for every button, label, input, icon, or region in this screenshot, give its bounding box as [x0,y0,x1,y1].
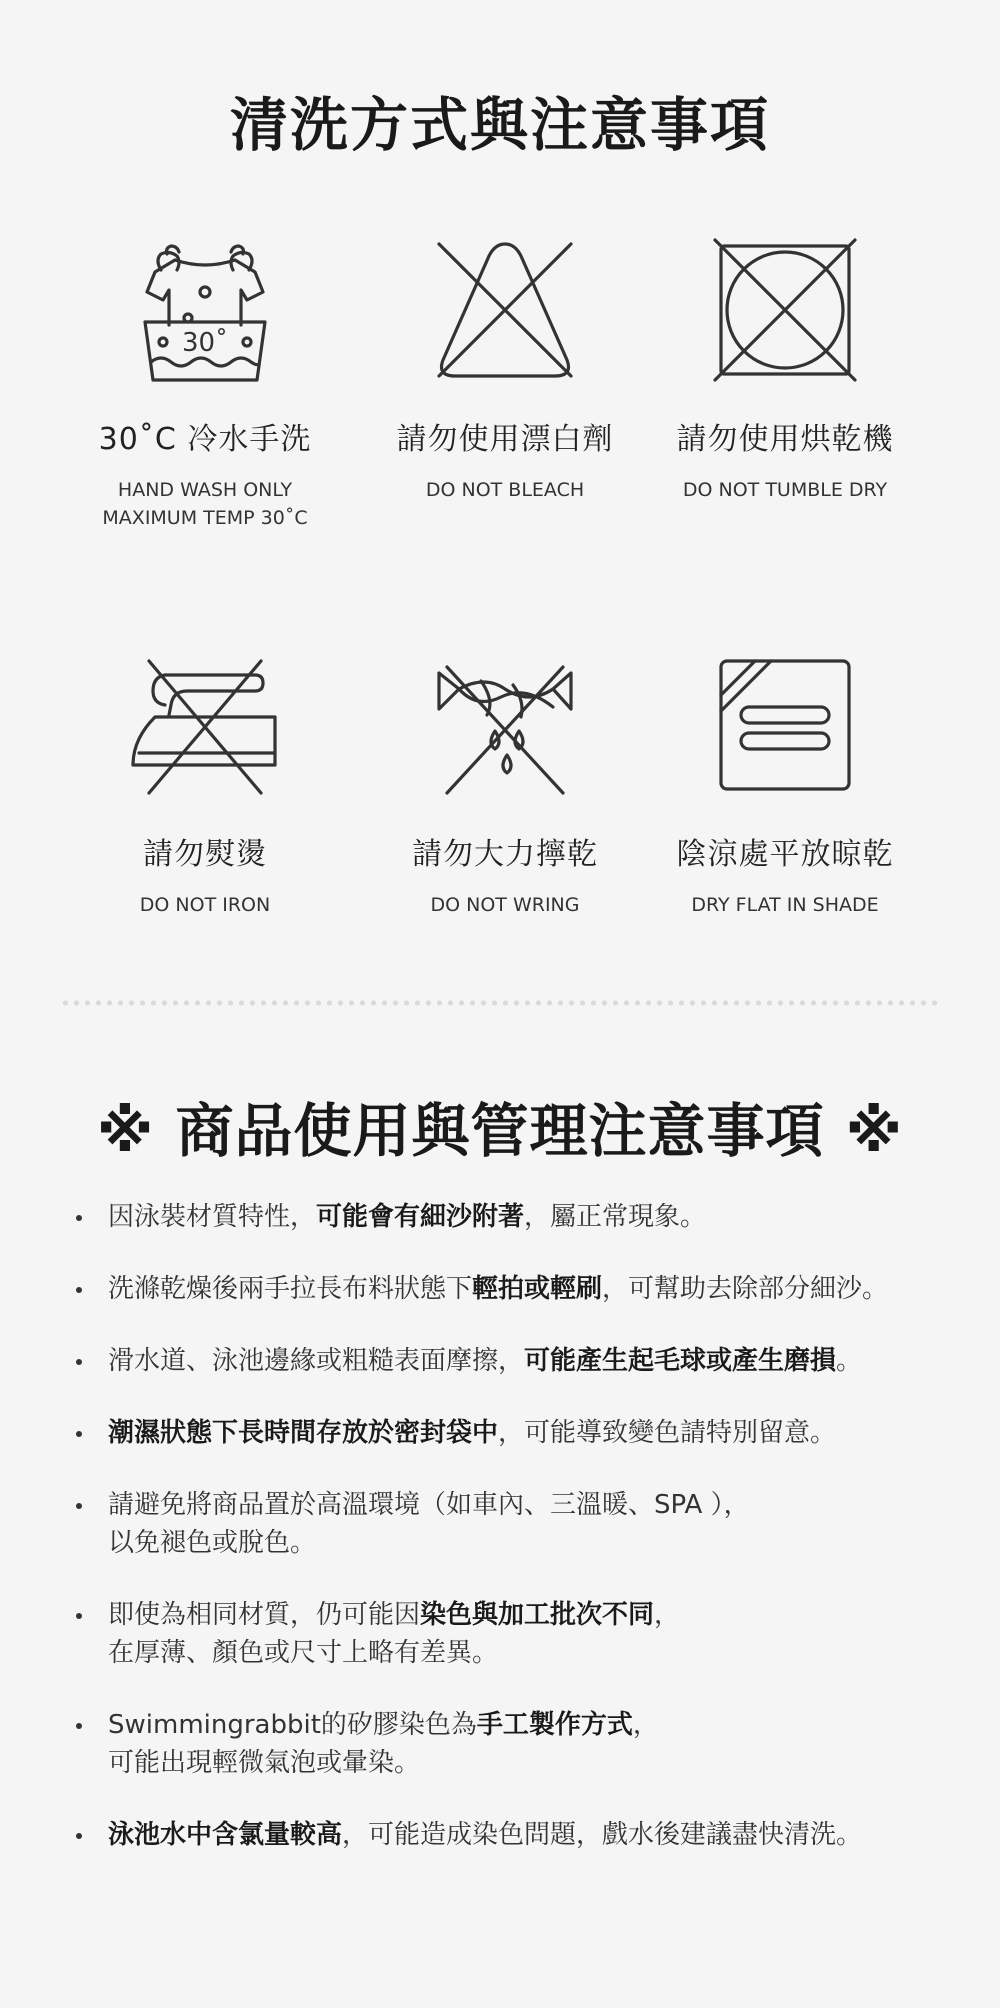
note-text: Swimmingrabbit的矽膠染色為 [108,1710,477,1740]
note-item [70,1414,970,1452]
dotted-divider [60,1000,940,1006]
care-item-no-wring [355,645,655,919]
no-wring-icon [425,645,585,805]
care-label-zh: 請勿使用烘乾機 [676,422,894,457]
care-item-no-tumble-dry [635,230,935,504]
note-emphasis: 輕拍或輕刷 [472,1274,603,1304]
note-text: 滑水道、泳池邊緣或粗糙表面摩擦， [108,1346,525,1376]
note-text: ，可能導致變色請特別留意。 [498,1418,837,1448]
note-item [70,1706,970,1782]
care-label-en: DO NOT IRON [139,894,271,916]
care-title: 清洗方式與注意事項 [229,91,770,159]
note-item [70,1342,970,1380]
note-text: 即使為相同材質，仍可能因 [108,1600,421,1630]
note-emphasis: 手工製作方式 [476,1710,633,1740]
care-label-en: HAND WASH ONLY MAXIMUM TEMP 30˚C [102,479,308,529]
dry-flat-shade-icon [705,645,865,805]
note-item [70,1816,970,1854]
note-text: 因泳裝材質特性， [108,1202,317,1232]
hand-wash-icon [125,230,285,390]
note-item [70,1486,970,1562]
care-item-no-iron [55,645,355,919]
no-iron-icon [125,645,285,805]
care-label-zh: 請勿使用漂白劑 [396,422,614,457]
care-symbols-grid [0,0,1000,960]
care-label-zh: 陰涼處平放晾乾 [676,837,894,872]
care-label-en: DRY FLAT IN SHADE [691,894,879,916]
note-item [70,1270,970,1308]
note-text: ， 在厚薄、顏色或尺寸上略有差異。 [108,1600,681,1668]
care-item-no-bleach [355,230,655,504]
care-label-zh: 請勿大力擰乾 [412,837,598,872]
note-emphasis: 潮濕狀態下長時間存放於密封袋中 [108,1418,499,1448]
note-text: 。 [836,1346,863,1376]
note-text: 洗滌乾燥後兩手拉長布料狀態下 [108,1274,473,1304]
care-label-zh: 請勿熨燙 [143,837,267,872]
no-tumble-dry-icon [705,230,865,390]
note-text: ， 可能出現輕微氣泡或暈染。 [108,1710,659,1778]
note-item [70,1198,970,1236]
note-text: ，可幫助去除部分細沙。 [602,1274,889,1304]
no-bleach-icon [425,230,585,390]
note-emphasis: 染色與加工批次不同 [420,1600,655,1630]
note-text: ，可能造成染色問題，戲水後建議盡快清洗。 [342,1820,863,1850]
note-text: 請避免將商品置於高溫環境（如車內、三溫暖、SPA ）， 以免褪色或脫色。 [108,1490,750,1558]
notes-list [70,1198,970,1888]
note-emphasis: 可能會有細沙附著 [316,1202,525,1232]
care-label-en: DO NOT WRING [430,894,580,916]
temp-label: 30˚ [181,328,229,358]
care-item-dry-flat-shade [635,645,935,919]
note-emphasis: 泳池水中含氯量較高 [108,1820,343,1850]
note-item [70,1596,970,1672]
care-label-en: DO NOT TUMBLE DRY [682,479,888,501]
note-text: ，屬正常現象。 [524,1202,707,1232]
note-emphasis: 可能產生起毛球或產生磨損 [524,1346,837,1376]
section-title: ※ 商品使用與管理注意事項 ※ [96,1097,904,1165]
care-label-en: DO NOT BLEACH [425,479,585,501]
care-label-zh: 30˚C 冷水手洗 [98,422,312,457]
care-item-hand-wash [55,230,355,532]
